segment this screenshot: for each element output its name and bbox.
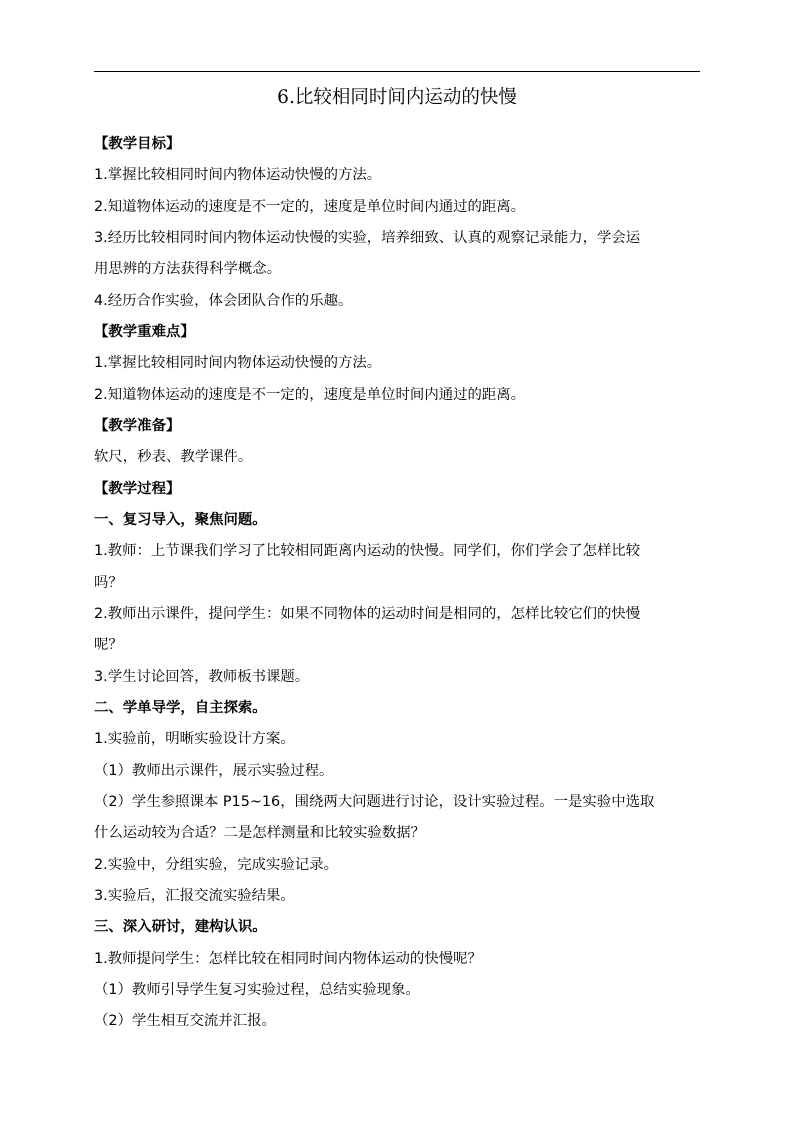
- paragraph-line: 呢？: [94, 637, 123, 653]
- paragraph-line: 3.学生讨论回答，教师板书课题。: [94, 669, 310, 685]
- document-title: 6.比较相同时间内运动的快慢: [277, 87, 517, 108]
- paragraph-line: 1.掌握比较相同时间内物体运动快慢的方法。: [94, 167, 382, 183]
- paragraph-line: 1.教师提问学生：怎样比较在相同时间内物体运动的快慢呢？: [94, 951, 482, 967]
- section-heading: 二、学单导学，自主探索。: [94, 700, 267, 716]
- paragraph-line: （1）教师出示课件，展示实验过程。: [94, 763, 334, 779]
- section-heading: 一、复习导入，聚焦问题。: [94, 512, 267, 528]
- paragraph-line: 2.知道物体运动的速度是不一定的，速度是单位时间内通过的距离。: [94, 199, 526, 215]
- paragraph-line: 3.实验后，汇报交流实验结果。: [94, 888, 295, 904]
- paragraph-line: 吗？: [94, 575, 123, 591]
- paragraph-line: 软尺，秒表、教学课件。: [94, 449, 253, 465]
- paragraph-line: 2.实验中，分组实验，完成实验记录。: [94, 857, 338, 873]
- section-heading: 三、深入研讨，建构认识。: [94, 919, 267, 935]
- paragraph-line: （1）教师引导学生复习实验过程，总结实验现象。: [94, 982, 420, 998]
- paragraph-line: 3.经历比较相同时间内物体运动快慢的实验，培养细致、认真的观察记录能力，学会运: [94, 230, 641, 246]
- section-heading: 【教学重难点】: [94, 324, 195, 340]
- paragraph-line: （2）学生相互交流并汇报。: [94, 1013, 276, 1029]
- section-heading: 【教学目标】: [94, 136, 181, 152]
- header-rule: [94, 71, 700, 72]
- paragraph-line: 用思辨的方法获得科学概念。: [94, 261, 282, 277]
- paragraph-line: （2）学生参照课本 P15~16，围绕两大问题进行讨论，设计实验过程。一是实验中选取: [94, 794, 655, 810]
- paragraph-line: 4.经历合作实验，体会团队合作的乐趣。: [94, 293, 353, 309]
- paragraph-line: 1.教师：上节课我们学习了比较相同距离内运动的快慢。同学们，你们学会了怎样比较: [94, 543, 641, 559]
- paragraph-line: 1.掌握比较相同时间内物体运动快慢的方法。: [94, 355, 382, 371]
- paragraph-line: 2.教师出示课件，提问学生：如果不同物体的运动时间是相同的，怎样比较它们的快慢: [94, 606, 641, 622]
- paragraph-line: 什么运动较为合适？二是怎样测量和比较实验数据？: [94, 825, 425, 841]
- paragraph-line: 2.知道物体运动的速度是不一定的，速度是单位时间内通过的距离。: [94, 387, 526, 403]
- section-heading: 【教学过程】: [94, 481, 181, 497]
- section-heading: 【教学准备】: [94, 418, 181, 434]
- paragraph-line: 1.实验前，明晰实验设计方案。: [94, 731, 295, 747]
